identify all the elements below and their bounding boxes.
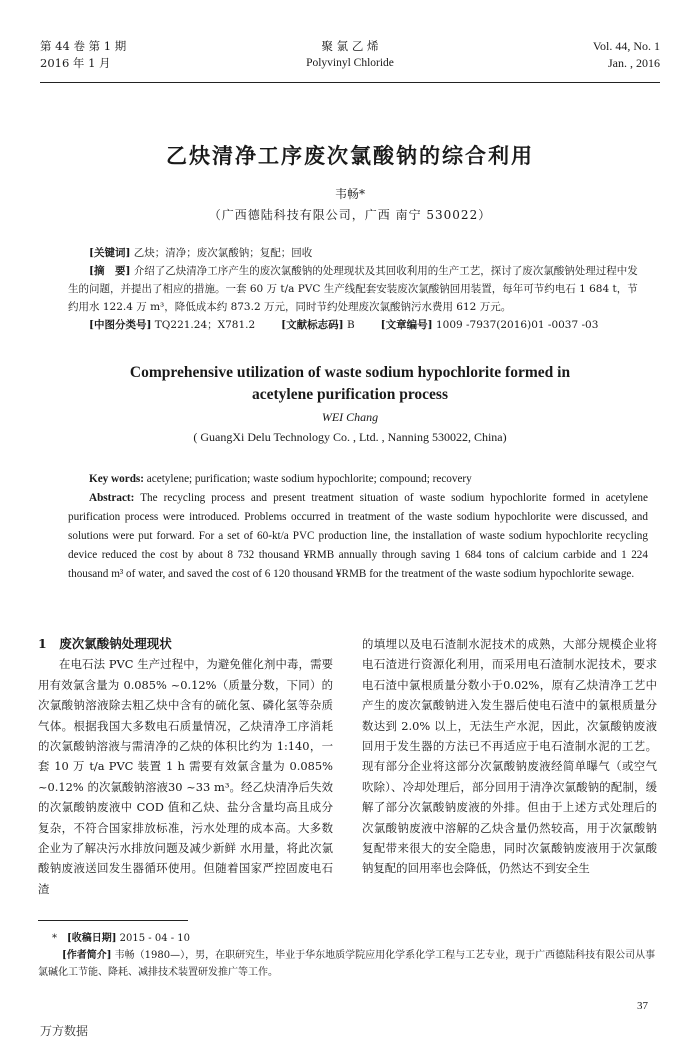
abstract-zh-label: [摘 要]: [89, 265, 131, 277]
doc-code-value: B: [346, 319, 355, 331]
clc-value: TQ221.24；X781.2: [154, 319, 256, 331]
chinese-abstract-block: [68, 244, 648, 334]
body-column-right: [362, 634, 657, 879]
date-en: Jan. , 2016: [608, 56, 660, 70]
received-date: 2015 - 04 - 10: [119, 933, 191, 944]
article-title-en: [0, 362, 700, 406]
date-zh: 2016 年 1 月: [40, 56, 111, 70]
classification-line: [68, 316, 648, 334]
article-no-value: 1009 -7937(2016)01 -0037 -03: [435, 319, 599, 331]
keywords-en: [68, 470, 648, 489]
volume-zh: 第 44 卷 第 1 期: [40, 39, 127, 53]
keywords-en-text: acetylene; purification; waste sodium hypochlorite; compound; recovery: [146, 473, 472, 485]
body-column-left: [38, 634, 333, 899]
title-en-line-1: Comprehensive utilization of waste sodium hypochlorite formed in: [129, 364, 571, 381]
body-paragraph-left: 在电石法 PVC 生产过程中，为避免催化剂中毒，需要用有效氯含量为 0.085% ~0.12%（质量分数，下同）的次氯酸钠溶液除去粗乙炔中含有的硫化氢、磷化氢等杂质气体。根据我国大多数电石质量情况，乙炔清净工序消耗的次氯酸钠溶液与需清净的乙炔的体积比约为 1:140，一套 10 万 t/a PVC 装置 1 h 需要有效氯含量为 0.085% ~0.12% 的次氯酸钠溶液30 ~33 m³。经乙炔清净后失效的次氯酸钠废液中 COD 值和乙炔、盐分含量均高且成分复杂，不符合国家排放标准，污水处理的成本高。大多数企业为了解决污水排放问题及减少新鲜 水用量，将此次氯酸钠废液送回发生器循环使用。但随着国家严控固废电石渣: [38, 657, 333, 896]
watermark: 万方数据: [40, 1024, 89, 1038]
author-en: WEI Chang: [321, 410, 379, 424]
keywords-zh-label: [关键词]: [89, 247, 131, 259]
abstract-en: [68, 489, 648, 584]
author-bio-text: 韦畅（1980—），男，在职研究生，毕业于华东地质学院应用化学系化学工程与工艺专业，现于广西德陆科技有限公司从事氯碱化工节能、降耗、减排技术装置研发推广等工作。: [38, 950, 656, 978]
footnote-received: * [收稿日期] 2015 - 04 - 10: [52, 933, 191, 944]
footnotes: [38, 930, 662, 981]
author-zh: 韦畅*: [334, 187, 365, 201]
article-title-zh: 乙炔清净工序废次氯酸钠的综合利用: [166, 143, 534, 168]
english-abstract-block: [68, 470, 648, 584]
body-paragraph-right: 的填埋以及电石渣制水泥技术的成熟，大部分规模企业将电石渣进行资源化利用，而采用电石渣制水泥技术，要求电石渣中氯根质量分数小于0.02%，原有乙炔清净工艺中产生的废次氯酸钠进入发生器后使电石渣中的氯根质量分数达到 2.0% 以上，无法生产水泥，因此，次氯酸钠废液回用于发生器的方法已不再适应于电石渣制水泥的工艺。现有部分企业将这部分次氯酸钠废液经简单曝气（或空气吹除）、冷却处理后，部分回用于清净次氯酸钠的配制，缓解了部分次氯酸钠废液的外排。但由于上述方式处理后的次氯酸钠废液中溶解的乙炔含量仍然较高，用于次氯酸钠复配带来很大的安全隐患，同时次氯酸钠废液用于次氯酸钠复配的回用率也会降低，仍然达不到安全生: [362, 637, 657, 876]
affiliation-zh: （广西德陆科技有限公司，广西 南宁 530022）: [208, 208, 492, 222]
keywords-zh-text: 乙炔；清净；废次氯酸钠；复配；回收: [133, 247, 313, 259]
abstract-zh-text: 介绍了乙炔清净工序产生的废次氯酸钠的处理现状及其回收利用的生产工艺，探讨了废次氯酸钠处理过程中发生的问题，并提出了相应的措施。一套 60 万 t/a PVC 生产线配套安装废次氯酸钠回用装置，每年可节约电石 1 684 t，节约用水 122.4 万 m³，降低成本约 873.2 万元，同时节约处理废次氯酸钠污水费用 612 万元。: [68, 265, 638, 313]
footnote-divider: [38, 920, 188, 921]
article-no-label: [文章编号]: [380, 319, 433, 331]
section-1-heading: 1 废次氯酸钠处理现状: [38, 636, 172, 651]
abstract-en-label: Abstract:: [89, 492, 135, 504]
header-center: [40, 38, 660, 72]
received-label: [收稿日期]: [67, 933, 117, 944]
abstract-zh: [68, 262, 648, 316]
affiliation-en: ( GuangXi Delu Technology Co. , Ltd. , Nanning 530022, China): [193, 430, 507, 444]
running-header: [40, 38, 660, 83]
footnote-author: [38, 947, 662, 981]
title-en-line-2: acetylene purification process: [251, 386, 448, 403]
author-bio-label: [作者简介]: [62, 950, 112, 961]
keywords-en-label: Key words:: [89, 473, 144, 485]
journal-name-zh: 聚 氯 乙 烯: [321, 39, 379, 53]
volume-en: Vol. 44, No. 1: [592, 39, 660, 53]
clc-label: [中图分类号]: [89, 319, 152, 331]
journal-name-en: Polyvinyl Chloride: [306, 57, 394, 69]
doc-code-label: [文献标志码]: [281, 319, 344, 331]
header-right: [593, 38, 660, 72]
page-number: 37: [637, 1000, 648, 1012]
keywords-zh: [68, 244, 648, 262]
abstract-en-text: The recycling process and present treatment situation of waste sodium hypochlorite formed in acetylene purification process were introduced. Problems occurred in treatment of the waste sodium hypochlorite were discussed, and solutions were put forward. For a set of 60-kt/a PVC production line, the installation of waste sodium hypochlorite recycling device reduced the cost by about 8 732 thousand ¥RMB annually through saving 1 684 tons of calcium carbide and 1 224 thousand m³ of water, and saved the cost of 6 120 thousand ¥RMB for the treatment of the waste sodium hypochlorite sewage.: [68, 492, 648, 580]
